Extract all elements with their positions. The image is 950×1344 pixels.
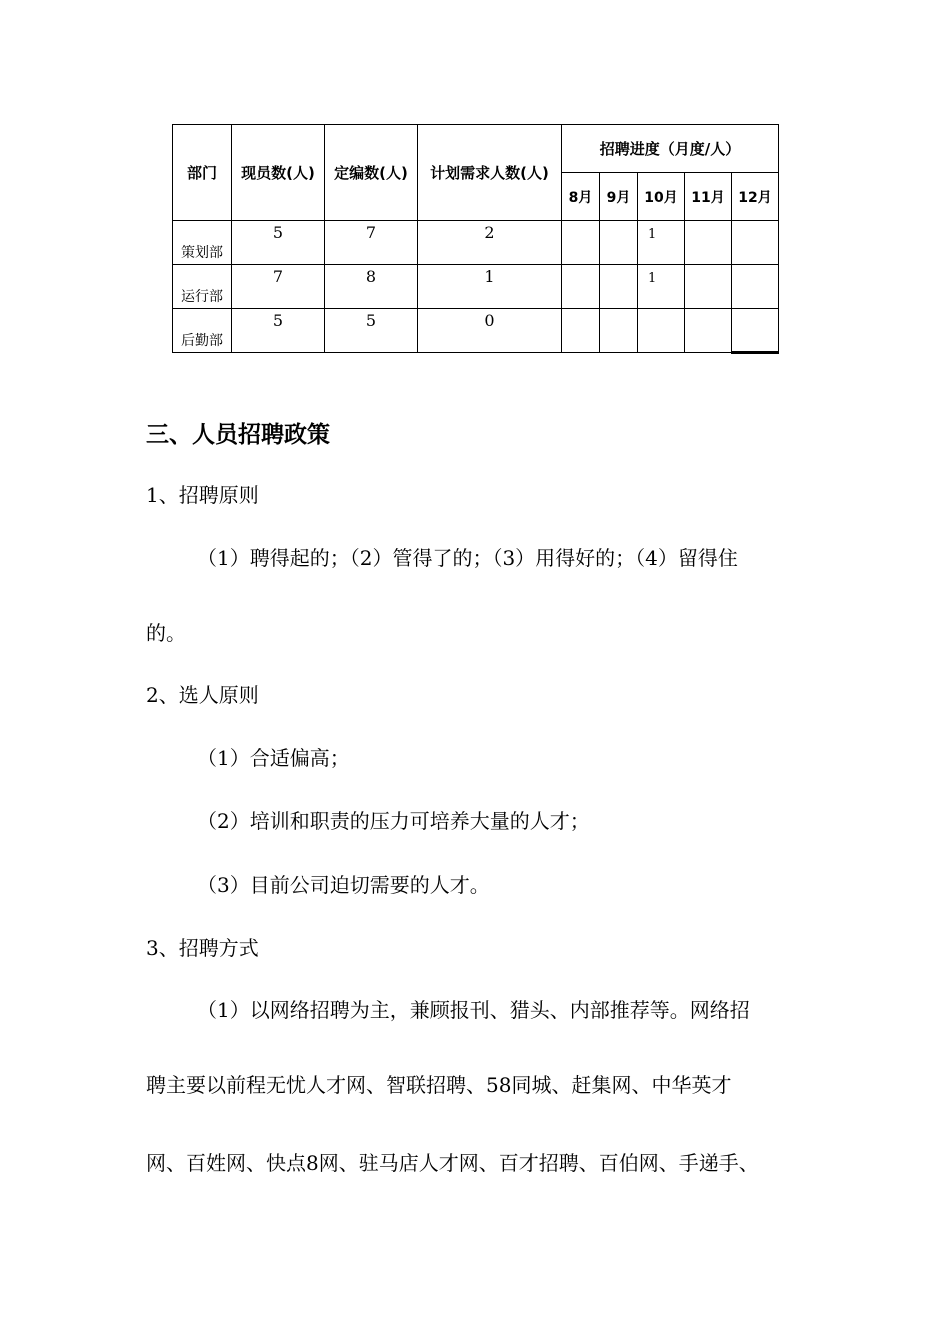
- table-row: [173, 309, 779, 353]
- month-cell: 1: [638, 265, 685, 309]
- table-row: [173, 221, 779, 265]
- section-title: 三、人员招聘政策: [146, 421, 330, 448]
- month-cell: [562, 309, 600, 353]
- month-cell: [600, 221, 638, 265]
- month-cell: [562, 265, 600, 309]
- month-cell: [685, 309, 732, 353]
- month-cell: [732, 265, 779, 309]
- list-item: （2）培训和职责的压力可培养大量的人才；: [197, 809, 590, 833]
- month-cell: [600, 309, 638, 353]
- quota-cell: 5: [325, 309, 418, 353]
- subheading-selection-principles: 2、选人原则: [146, 683, 259, 707]
- paragraph-line: 的。: [146, 621, 186, 645]
- recruitment-plan-table: [172, 124, 779, 354]
- subheading-recruit-principles: 1、招聘原则: [146, 483, 259, 507]
- month-cell: 1: [638, 221, 685, 265]
- month-cell: [562, 221, 600, 265]
- list-item: （3）目前公司迫切需要的人才。: [197, 873, 490, 897]
- current-staff-cell: 5: [232, 309, 325, 353]
- header-month: 12月: [732, 173, 779, 221]
- dept-cell: 策划部: [173, 221, 232, 265]
- month-cell: [732, 221, 779, 265]
- month-cell: [638, 309, 685, 353]
- paragraph-line: 网、百姓网、快点8网、驻马店人才网、百才招聘、百伯网、手递手、: [146, 1151, 759, 1175]
- quota-cell: 7: [325, 221, 418, 265]
- dept-cell: 运行部: [173, 265, 232, 309]
- planned-need-cell: 1: [418, 265, 562, 309]
- quota-cell: 8: [325, 265, 418, 309]
- month-cell: [600, 265, 638, 309]
- paragraph-line: （1）以网络招聘为主，兼顾报刊、猎头、内部推荐等。网络招: [197, 998, 750, 1022]
- header-current-staff: 现员数(人): [232, 125, 325, 221]
- planned-need-cell: 2: [418, 221, 562, 265]
- header-month: 11月: [685, 173, 732, 221]
- month-cell: [685, 221, 732, 265]
- month-cell: [732, 309, 779, 353]
- table-row: [173, 265, 779, 309]
- header-recruit-progress: 招聘进度（月度/人）: [562, 125, 779, 173]
- header-dept: 部门: [173, 125, 232, 221]
- subheading-recruit-methods: 3、招聘方式: [146, 936, 259, 960]
- header-planned-need: 计划需求人数(人): [418, 125, 562, 221]
- paragraph-line: （1）聘得起的；（2）管得了的；（3）用得好的；（4）留得住: [197, 546, 738, 570]
- planned-need-cell: 0: [418, 309, 562, 353]
- current-staff-cell: 7: [232, 265, 325, 309]
- current-staff-cell: 5: [232, 221, 325, 265]
- month-cell: [685, 265, 732, 309]
- header-month: 8月: [562, 173, 600, 221]
- header-month: 10月: [638, 173, 685, 221]
- header-quota: 定编数(人): [325, 125, 418, 221]
- header-month: 9月: [600, 173, 638, 221]
- dept-cell: 后勤部: [173, 309, 232, 353]
- paragraph-line: 聘主要以前程无忧人才网、智联招聘、58同城、赶集网、中华英才: [146, 1073, 732, 1097]
- list-item: （1）合适偏高；: [197, 746, 350, 770]
